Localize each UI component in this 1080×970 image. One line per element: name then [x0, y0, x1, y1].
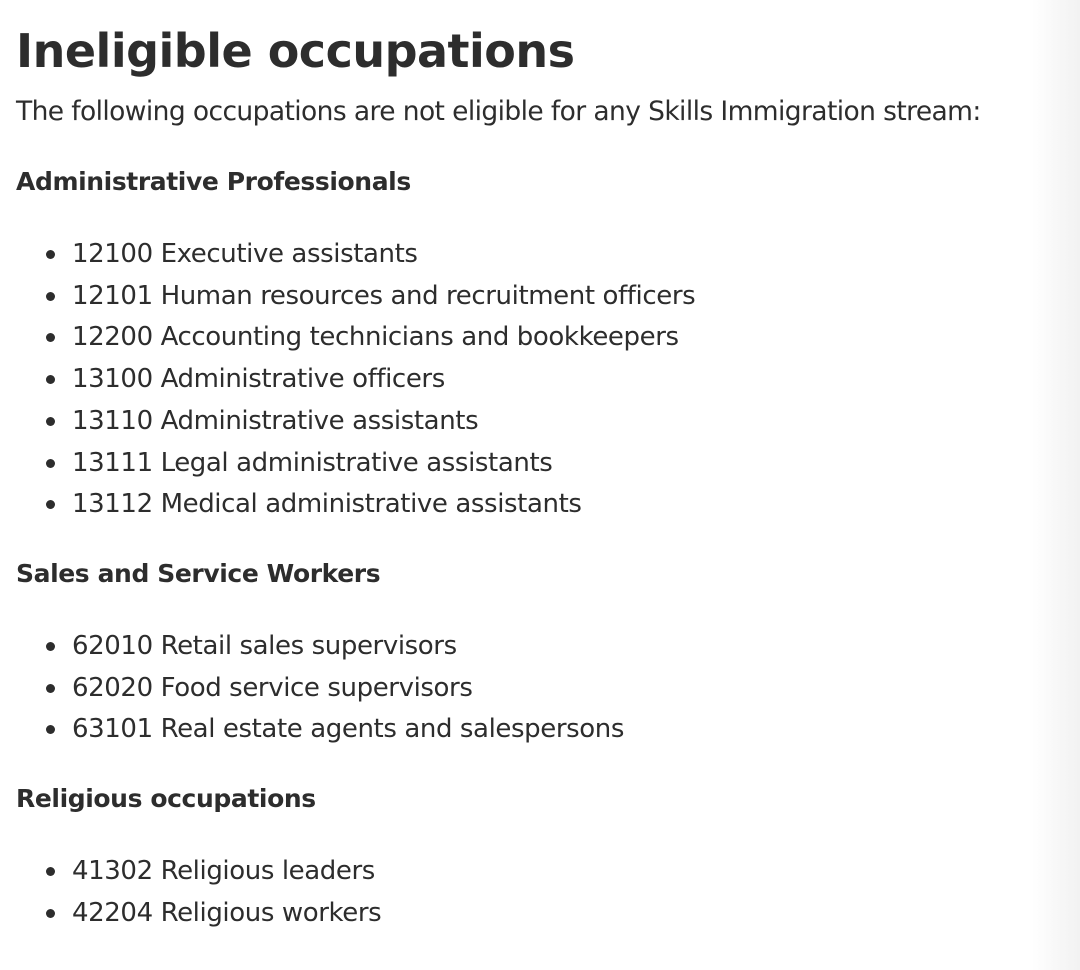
occupation-label: 42204 Religious workers — [72, 897, 382, 928]
bullet-icon — [46, 375, 55, 384]
bullet-icon — [46, 417, 55, 426]
occupation-list — [16, 626, 1026, 751]
bullet-icon — [46, 459, 55, 468]
occupation-list — [16, 851, 1026, 934]
list-item — [16, 359, 1026, 401]
list-item — [16, 668, 1026, 710]
bullet-icon — [46, 292, 55, 301]
section-heading: Administrative Professionals — [16, 167, 411, 196]
list-item — [16, 234, 1026, 276]
list-item — [16, 317, 1026, 359]
occupation-label: 63101 Real estate agents and salespersons — [72, 714, 625, 745]
list-item — [16, 443, 1026, 485]
bullet-icon — [46, 250, 55, 259]
occupation-label: 62020 Food service supervisors — [72, 672, 473, 703]
occupation-list — [16, 234, 1026, 526]
list-item — [16, 709, 1026, 751]
occupation-label: 13110 Administrative assistants — [72, 405, 479, 436]
occupation-label: 12200 Accounting technicians and bookkeepers — [72, 322, 679, 353]
list-item — [16, 484, 1026, 526]
occupation-label: 41302 Religious leaders — [72, 856, 375, 887]
list-item — [16, 626, 1026, 668]
occupation-label: 13112 Medical administrative assistants — [72, 489, 582, 520]
bullet-icon — [46, 725, 55, 734]
section-sales-and-service-workers — [16, 556, 1026, 751]
page-edge-shadow — [1032, 0, 1080, 970]
occupation-label: 62010 Retail sales supervisors — [72, 630, 457, 661]
occupation-label: 12101 Human resources and recruitment officers — [72, 280, 696, 311]
bullet-icon — [46, 684, 55, 693]
main-content — [16, 0, 1026, 934]
list-item — [16, 401, 1026, 443]
bullet-icon — [46, 909, 55, 918]
bullet-icon — [46, 500, 55, 509]
bullet-icon — [46, 867, 55, 876]
occupation-label: 13111 Legal administrative assistants — [72, 447, 553, 478]
occupation-label: 12100 Executive assistants — [72, 239, 418, 269]
intro-text: The following occupations are not eligible for any Skills Immigration stream: — [16, 96, 981, 127]
section-religious-occupations — [16, 781, 1026, 934]
section-heading: Religious occupations — [16, 784, 316, 814]
list-item — [16, 893, 1026, 935]
occupation-label: 13100 Administrative officers — [72, 364, 445, 395]
section-heading: Sales and Service Workers — [16, 558, 381, 588]
bullet-icon — [46, 333, 55, 342]
section-administrative-professionals — [16, 164, 1026, 526]
list-item — [16, 851, 1026, 893]
bullet-icon — [46, 642, 55, 651]
page-title: Ineligible occupations — [16, 24, 575, 78]
list-item — [16, 276, 1026, 318]
